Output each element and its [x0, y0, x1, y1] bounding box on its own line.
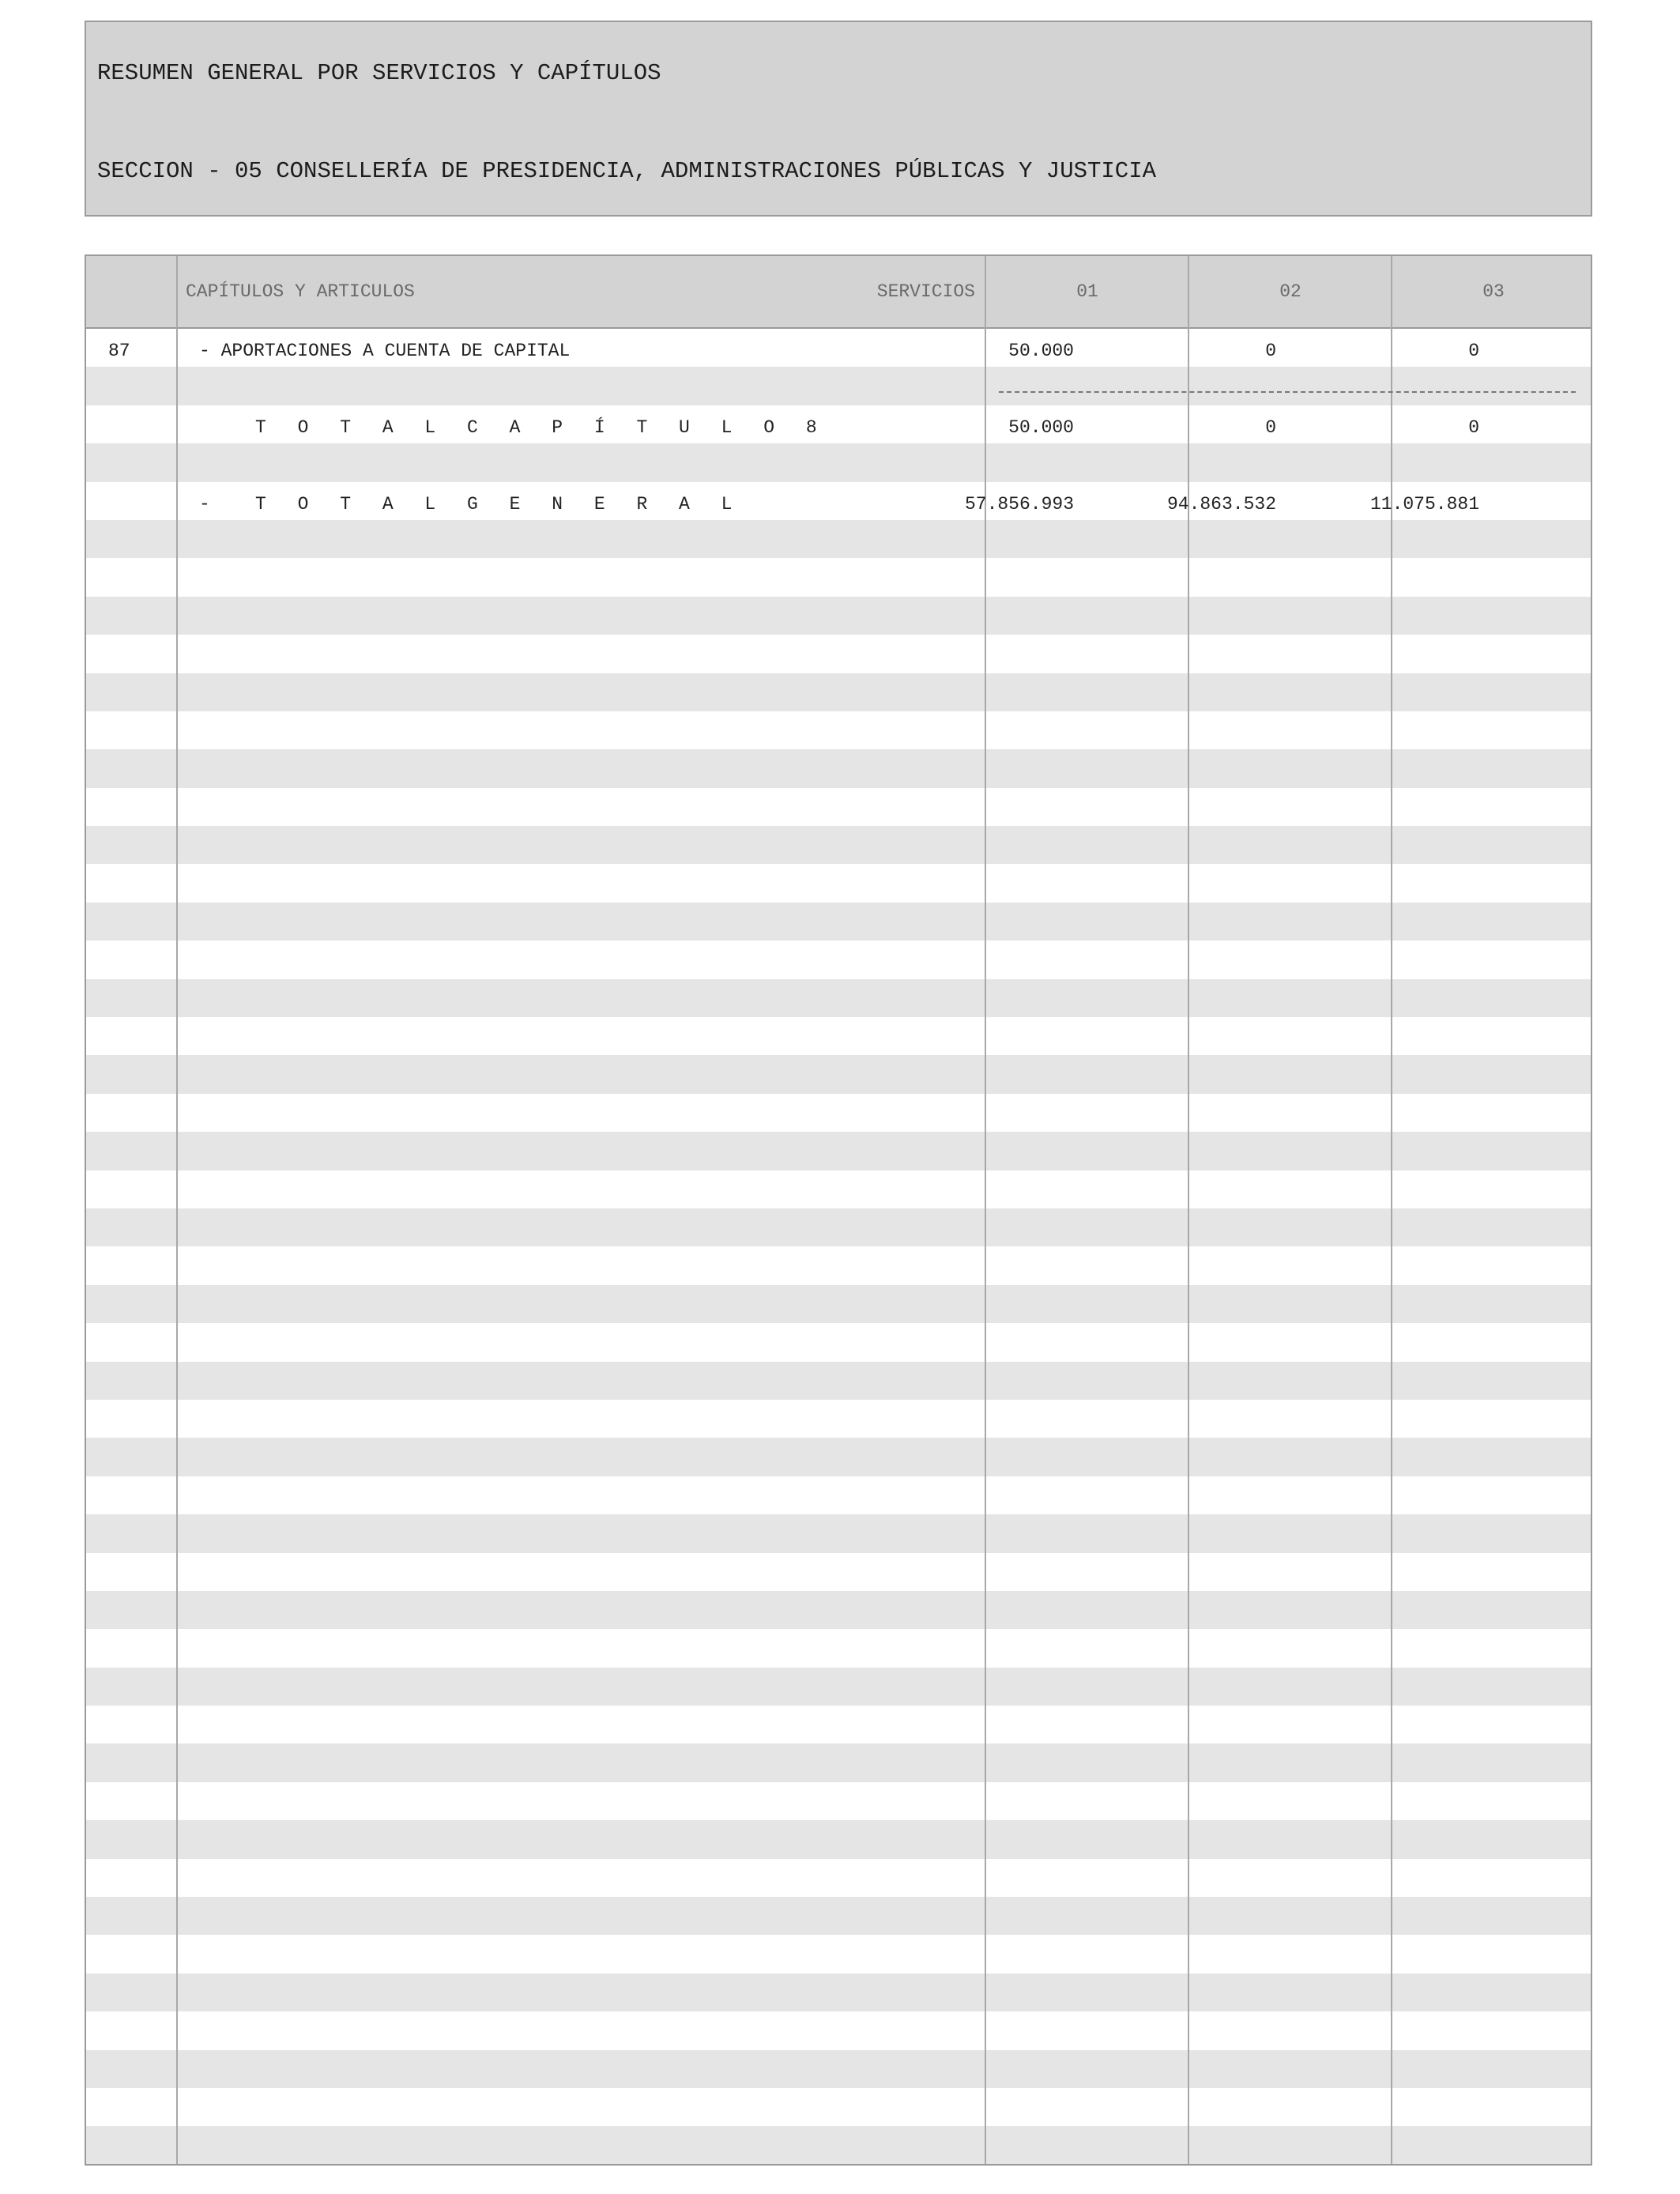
table-row [86, 2088, 1591, 2126]
column-divider [176, 256, 178, 2164]
table-row [86, 1017, 1591, 1055]
row-label: - APORTACIONES A CUENTA DE CAPITAL [199, 341, 571, 361]
table-row [86, 711, 1591, 749]
table-row [86, 1706, 1591, 1744]
total-capitulo-02: 0 [1265, 417, 1276, 438]
report-header [85, 21, 1592, 217]
row-value-01: 50.000 [1008, 341, 1074, 361]
table-row [86, 1629, 1591, 1667]
total-general-03: 11.075.881 [1369, 494, 1479, 515]
column-header-01: 01 [1076, 281, 1098, 302]
row-code: 87 [108, 341, 130, 361]
table-row [86, 1744, 1591, 1781]
table-body [86, 329, 1591, 2165]
table-row [86, 673, 1591, 711]
section-title: SECCION - 05 CONSELLERÍA DE PRESIDENCIA, ADMINISTRACIONES PÚBLICAS Y JUSTICIA [97, 158, 1157, 184]
table-row [86, 520, 1591, 558]
table-row [86, 788, 1591, 826]
table-row [86, 1553, 1591, 1591]
table-row [86, 749, 1591, 787]
table-row [86, 1246, 1591, 1284]
total-capitulo-label: T O T A L C A P Í T U L O 8 [255, 417, 827, 438]
total-capitulo-03: 0 [1468, 417, 1479, 438]
table-row [86, 1400, 1591, 1438]
table-row [86, 1668, 1591, 1706]
table-row [86, 2050, 1591, 2088]
table-row [86, 979, 1591, 1017]
column-header-02: 02 [1279, 281, 1301, 302]
total-general-01: 57.856.993 [964, 494, 1074, 515]
table-row [86, 1171, 1591, 1208]
table-row [86, 1438, 1591, 1476]
table-row [86, 1935, 1591, 1973]
table-row [86, 1514, 1591, 1552]
table-row [86, 1591, 1591, 1629]
total-capitulo-01: 50.000 [1008, 417, 1074, 438]
table-row [86, 2011, 1591, 2049]
table-row [86, 1208, 1591, 1246]
row-value-02: 0 [1265, 341, 1276, 361]
column-divider [985, 256, 986, 2164]
table-row [86, 1132, 1591, 1170]
table-row [86, 2126, 1591, 2164]
table-row [86, 1782, 1591, 1820]
table-row [86, 826, 1591, 864]
column-header-capitulos: CAPÍTULOS Y ARTICULOS [186, 281, 415, 302]
table-row [86, 1094, 1591, 1132]
table-row [86, 443, 1591, 481]
table-row [86, 1820, 1591, 1858]
table-row [86, 1055, 1591, 1093]
column-header-03: 03 [1482, 281, 1505, 302]
table-row [86, 941, 1591, 978]
column-header-servicios: SERVICIOS [876, 281, 975, 302]
report-title: RESUMEN GENERAL POR SERVICIOS Y CAPÍTULOS [97, 60, 661, 86]
total-general-02: 94.863.532 [1166, 494, 1276, 515]
table-row [86, 1859, 1591, 1897]
table-row [86, 558, 1591, 596]
table-row [86, 635, 1591, 673]
table-row [86, 1285, 1591, 1323]
table-row [86, 1897, 1591, 1935]
row-value-03: 0 [1468, 341, 1479, 361]
table-row [86, 1362, 1591, 1400]
table-header [86, 256, 1591, 329]
total-general-prefix: - [199, 494, 210, 515]
total-general-label: T O T A L G E N E R A L [255, 494, 743, 515]
table-row [86, 1973, 1591, 2011]
subtotal-separator [999, 391, 1576, 393]
column-divider [1391, 256, 1392, 2164]
column-divider [1188, 256, 1189, 2164]
budget-table [85, 254, 1592, 2166]
table-row [86, 367, 1591, 405]
table-row [86, 864, 1591, 902]
table-row [86, 597, 1591, 635]
table-row [86, 903, 1591, 941]
table-row [86, 1476, 1591, 1514]
table-row [86, 1323, 1591, 1361]
